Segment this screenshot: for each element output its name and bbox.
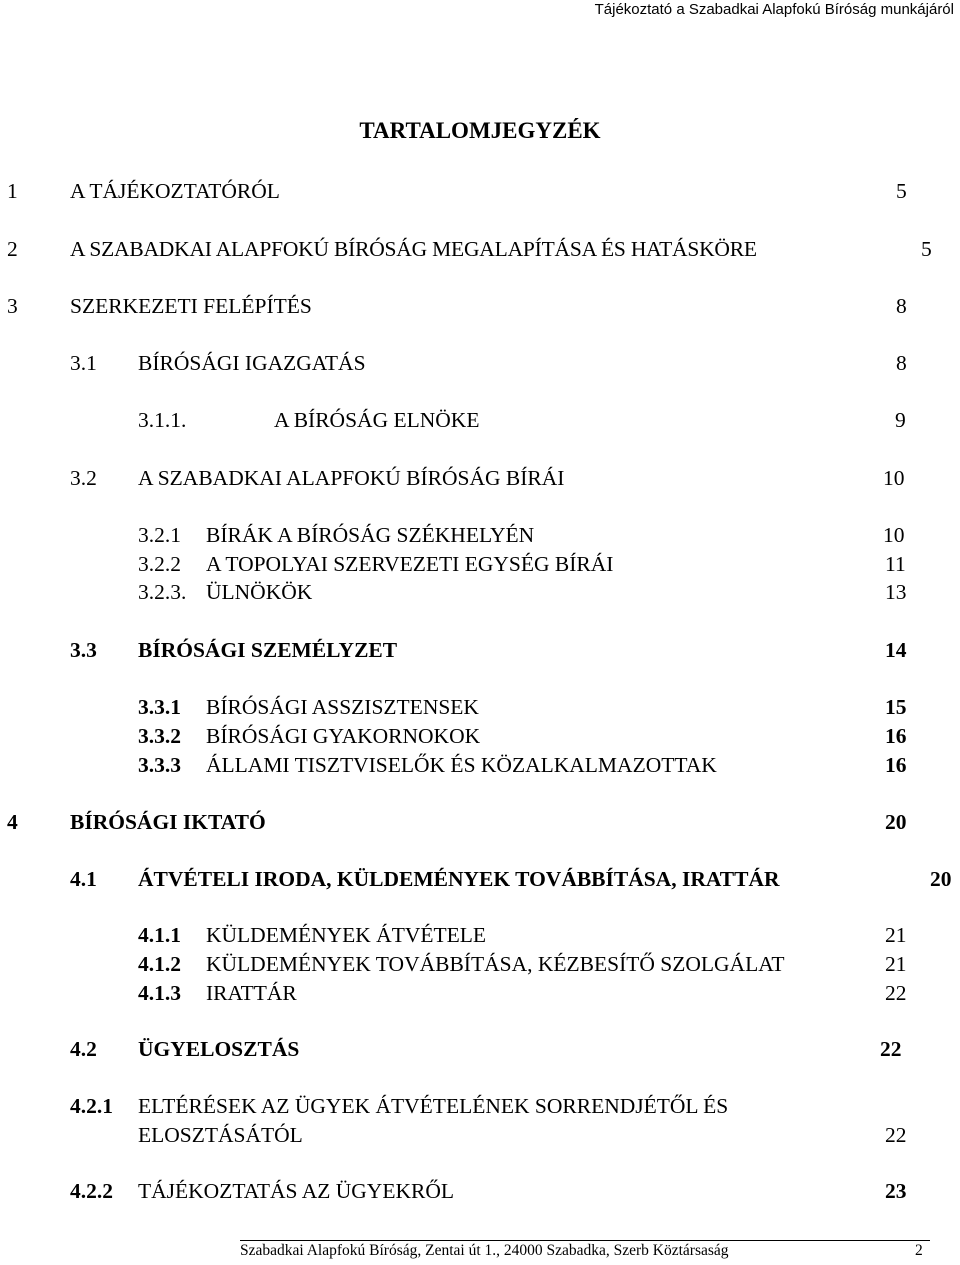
toc-entry-number: 3.2.1	[138, 523, 181, 547]
footer-address: Szabadkai Alapfokú Bíróság, Zentai út 1., 24000 Szabadka, Szerb Köztársaság	[240, 1242, 729, 1259]
toc-entry-number: 4.2.1	[70, 1094, 113, 1118]
footer-rule	[240, 1240, 930, 1241]
toc-entry-text: ELOSZTÁSÁTÓL	[138, 1123, 303, 1147]
toc-entry-page: 21	[885, 952, 907, 976]
toc-entry-text: IRATTÁR	[206, 981, 297, 1005]
toc-entry-page: 16	[885, 724, 907, 748]
toc-entry-number: 3.3.1	[138, 695, 181, 719]
toc-entry[interactable]	[0, 235, 960, 263]
toc-entry-page: 8	[896, 351, 907, 375]
toc-entry-number: 4.1.1	[138, 923, 181, 947]
toc-entry-page: 5	[921, 237, 932, 261]
toc-entry[interactable]	[0, 177, 960, 205]
toc-entry-number: 3	[7, 294, 18, 318]
toc-entry-page: 21	[885, 923, 907, 947]
toc-entry[interactable]	[0, 521, 960, 549]
toc-entry-page: 16	[885, 753, 907, 777]
toc-entry-page: 10	[883, 466, 905, 490]
toc-entry-number: 4.2	[70, 1037, 97, 1061]
toc-entry-text: TÁJÉKOZTATÁS AZ ÜGYEKRŐL	[138, 1179, 454, 1203]
toc-entry-page: 14	[885, 638, 907, 662]
toc-entry[interactable]	[0, 578, 960, 606]
toc-entry-number: 3.1.1.	[138, 408, 187, 432]
toc-entry-page: 22	[885, 981, 907, 1005]
toc-entry-number: 4.1.2	[138, 952, 181, 976]
toc-entry-text: BÍRÁK A BÍRÓSÁG SZÉKHELYÉN	[206, 523, 535, 547]
toc-entry-text: BÍRÓSÁGI IKTATÓ	[70, 810, 266, 834]
toc-entry-text: BÍRÓSÁGI ASSZISZTENSEK	[206, 695, 479, 719]
toc-entry-number: 3.2.2	[138, 552, 181, 576]
toc-entry-number: 4.1.3	[138, 981, 181, 1005]
toc-entry-page: 22	[885, 1123, 907, 1147]
toc-entry[interactable]	[0, 950, 960, 978]
toc-entry[interactable]	[0, 751, 960, 779]
toc-entry-number: 3.2.3.	[138, 580, 187, 604]
toc-entry-page: 13	[885, 580, 907, 604]
toc-entry[interactable]	[0, 550, 960, 578]
toc-entry-number: 4	[7, 810, 18, 834]
toc-entry-number: 3.3.2	[138, 724, 181, 748]
toc-entry-continued[interactable]	[0, 1121, 960, 1149]
toc-entry[interactable]	[0, 1177, 960, 1205]
toc-entry-text: A SZABADKAI ALAPFOKÚ BÍRÓSÁG BÍRÁI	[138, 466, 565, 490]
toc-entry-text: A BÍRÓSÁG ELNÖKE	[274, 408, 480, 432]
toc-entry-page: 8	[896, 294, 907, 318]
page-footer	[0, 1240, 960, 1262]
toc-entry[interactable]	[0, 722, 960, 750]
toc-entry-text: ÁTVÉTELI IRODA, KÜLDEMÉNYEK TOVÁBBÍTÁSA, IRATTÁR	[138, 867, 780, 891]
toc-entry-number: 2	[7, 237, 18, 261]
toc-entry-page: 5	[896, 179, 907, 203]
toc-entry[interactable]	[0, 808, 960, 836]
toc-entry[interactable]	[0, 406, 960, 434]
toc-entry-page: 20	[885, 810, 907, 834]
toc-entry[interactable]	[0, 292, 960, 320]
toc-entry-text: A TOPOLYAI SZERVEZETI EGYSÉG BÍRÁI	[206, 552, 614, 576]
toc-entry-text: BÍRÓSÁGI GYAKORNOKOK	[206, 724, 481, 748]
toc-entry-page: 23	[885, 1179, 907, 1203]
toc-entry-text: ÜGYELOSZTÁS	[138, 1037, 300, 1061]
toc-entry[interactable]	[0, 349, 960, 377]
toc-entry-text: KÜLDEMÉNYEK ÁTVÉTELE	[206, 923, 487, 947]
toc-entry[interactable]	[0, 636, 960, 664]
toc-entry-page: 11	[885, 552, 906, 576]
toc-entry-text: KÜLDEMÉNYEK TOVÁBBÍTÁSA, KÉZBESÍTŐ SZOLGÁLAT	[206, 952, 785, 976]
toc-entry[interactable]	[0, 1035, 960, 1063]
footer-page-number: 2	[915, 1242, 923, 1259]
toc-entry-text: BÍRÓSÁGI SZEMÉLYZET	[138, 638, 398, 662]
toc-entry[interactable]	[0, 464, 960, 492]
toc-entry-number: 4.2.2	[70, 1179, 113, 1203]
toc-entry-page: 10	[883, 523, 905, 547]
toc-entry[interactable]	[0, 693, 960, 721]
toc-entry-text: ÜLNÖKÖK	[206, 580, 313, 604]
toc-entry-number: 4.1	[70, 867, 97, 891]
toc-entry-page: 22	[880, 1037, 902, 1061]
toc-entry-number: 3.3	[70, 638, 97, 662]
toc-title-text: TARTALOMJEGYZÉK	[359, 118, 601, 143]
toc-entry-text: SZERKEZETI FELÉPÍTÉS	[70, 294, 312, 318]
toc-entry-text: ELTÉRÉSEK AZ ÜGYEK ÁTVÉTELÉNEK SORRENDJÉTŐL ÉS	[138, 1094, 729, 1118]
toc-title	[0, 118, 960, 144]
toc-entry-number: 3.3.3	[138, 753, 181, 777]
toc-entry-text: A TÁJÉKOZTATÓRÓL	[70, 179, 280, 203]
page-header	[0, 0, 960, 22]
toc-entry[interactable]	[0, 1092, 960, 1120]
toc-entry-page: 9	[895, 408, 906, 432]
toc-entry[interactable]	[0, 921, 960, 949]
toc-entry-number: 3.2	[70, 466, 97, 490]
toc-entry[interactable]	[0, 979, 960, 1007]
header-title: Tájékoztató a Szabadkai Alapfokú Bíróság munkájáról	[594, 1, 954, 18]
toc-entry-number: 3.1	[70, 351, 97, 375]
toc-entry-number: 1	[7, 179, 18, 203]
toc-entry-text: ÁLLAMI TISZTVISELŐK ÉS KÖZALKALMAZOTTAK	[206, 753, 717, 777]
toc-entry[interactable]	[0, 865, 960, 893]
toc-entry-page: 20	[930, 867, 952, 891]
toc-entry-page: 15	[885, 695, 907, 719]
toc-entry-text: BÍRÓSÁGI IGAZGATÁS	[138, 351, 366, 375]
toc-entry-text: A SZABADKAI ALAPFOKÚ BÍRÓSÁG MEGALAPÍTÁSA ÉS HATÁSKÖRE	[70, 237, 757, 261]
